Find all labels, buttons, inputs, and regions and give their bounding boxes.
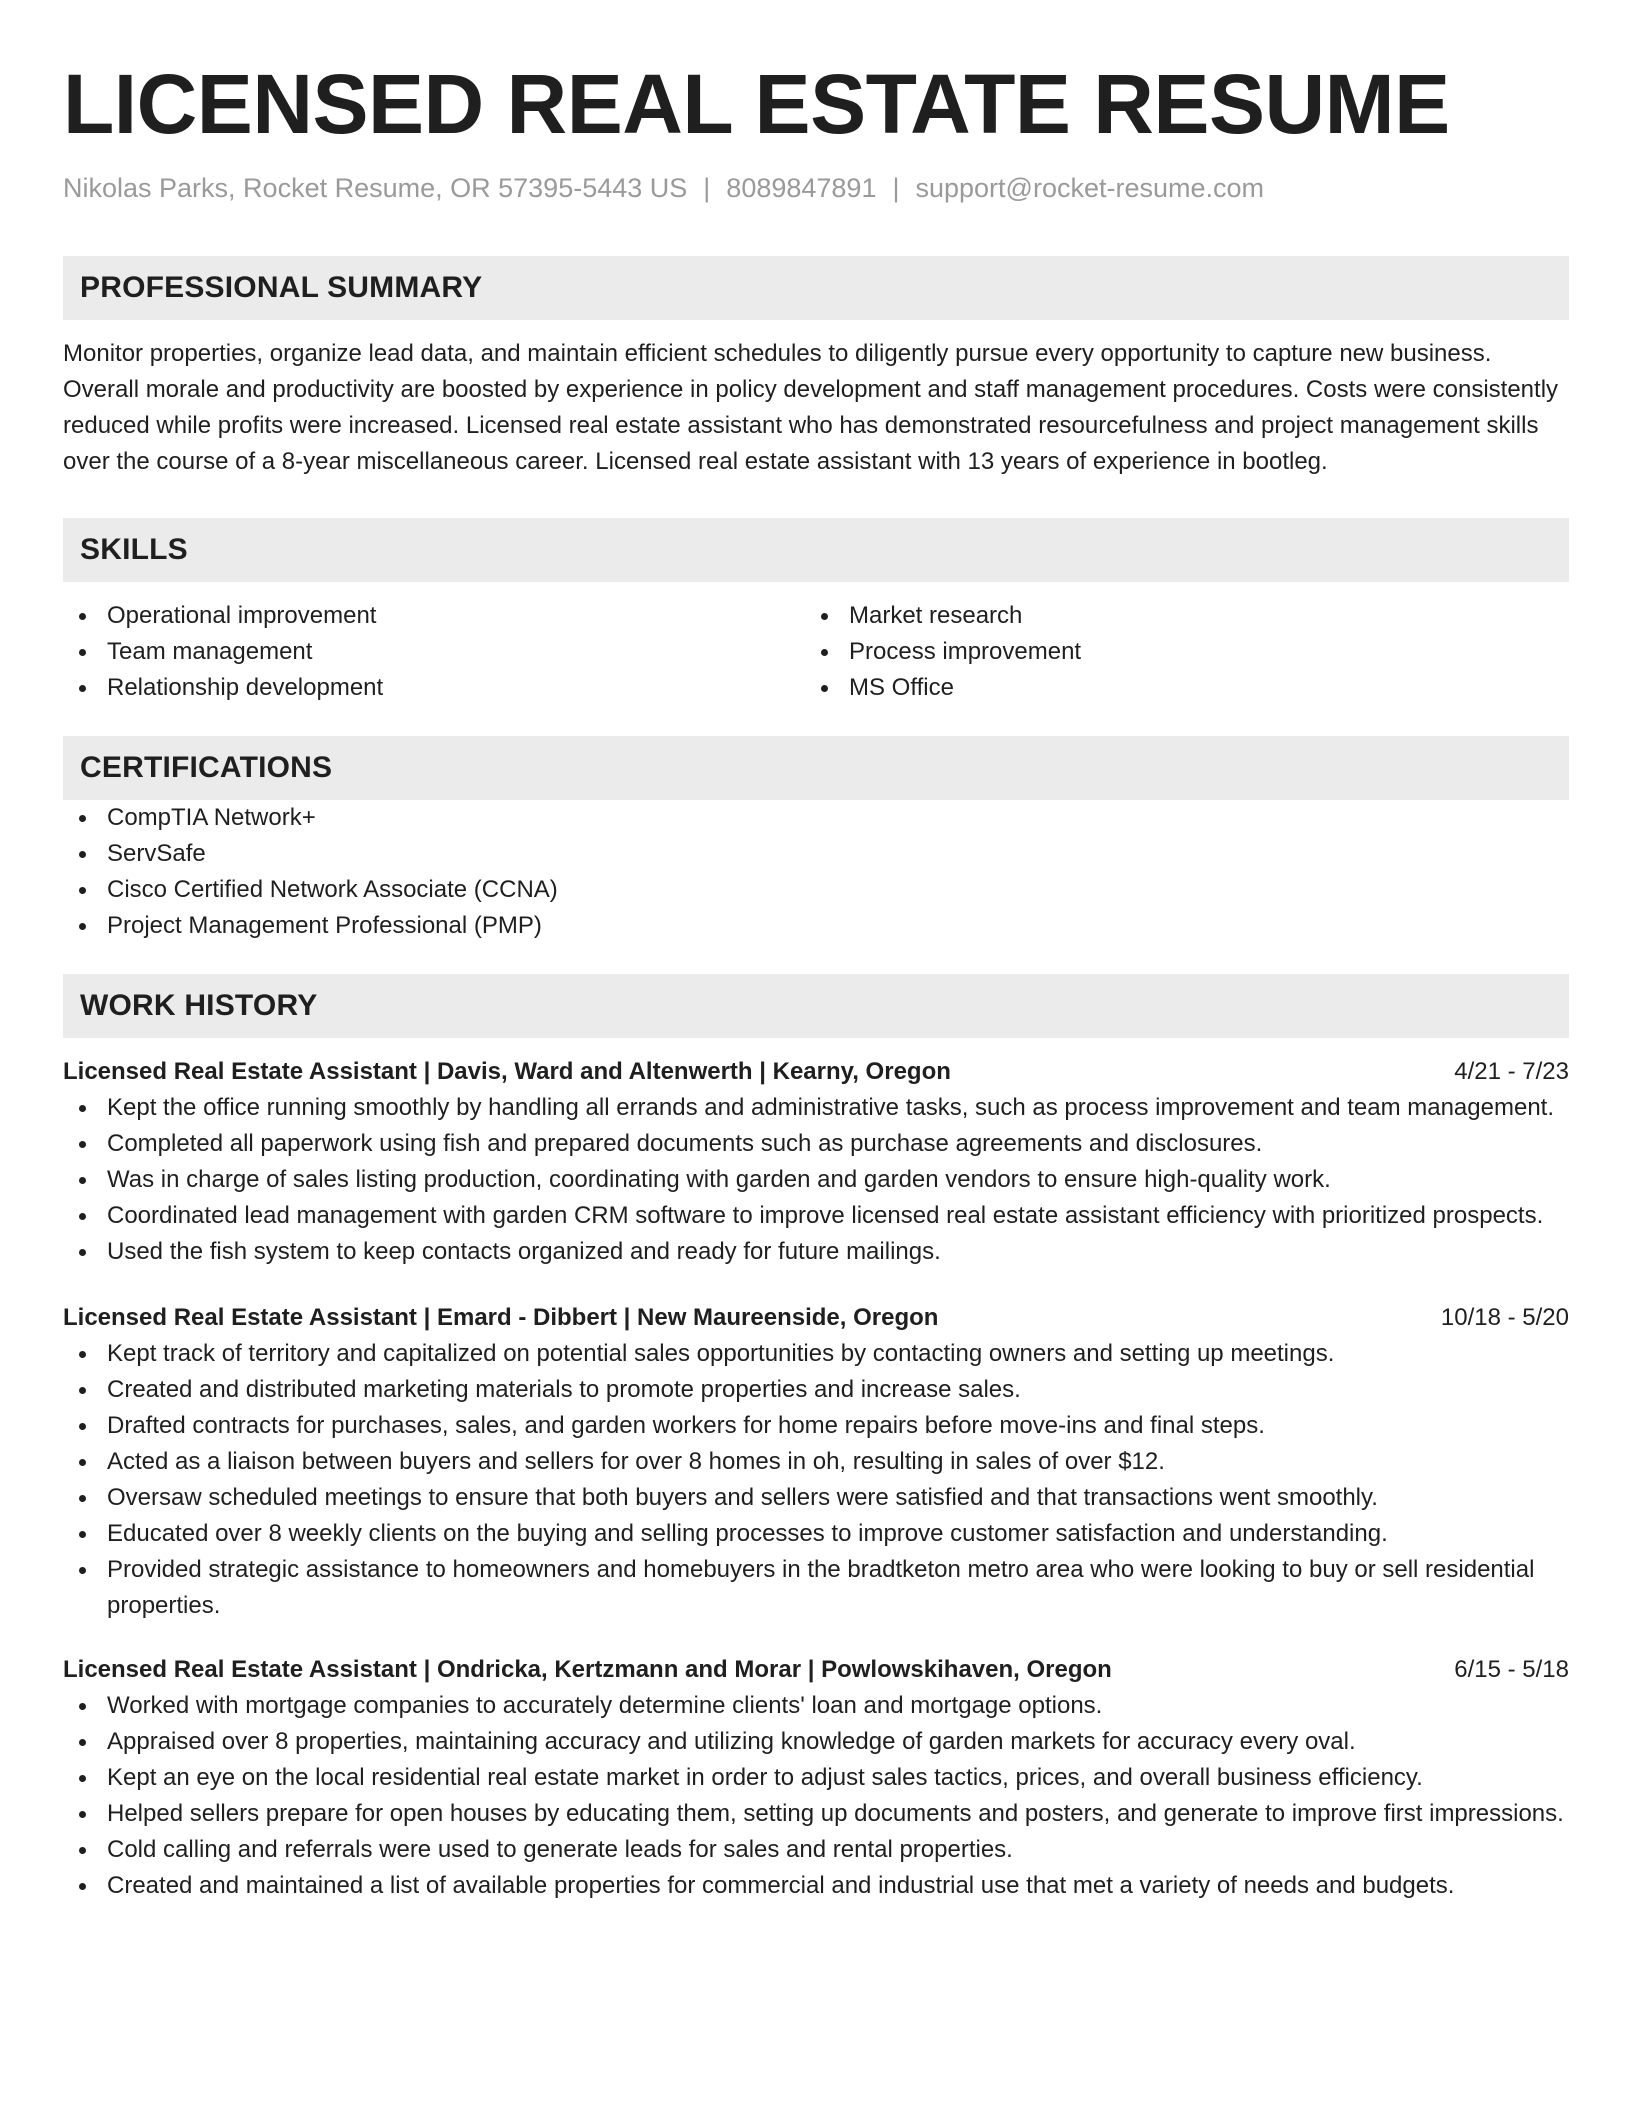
job-entry xyxy=(63,1054,1569,1270)
job-bullet: Provided strategic assistance to homeowners and homebuyers in the bradtketon metro area who were looking to buy or sell residential properties. xyxy=(63,1552,1569,1624)
job-entry xyxy=(63,1300,1569,1624)
job-bullet-list xyxy=(63,1090,1569,1270)
job-title: Licensed Real Estate Assistant | Emard - Dibbert | New Maureenside, Oregon xyxy=(63,1304,939,1331)
contact-email: support@rocket-resume.com xyxy=(915,173,1265,203)
certifications-list xyxy=(63,800,1569,944)
job-bullet: Created and distributed marketing materials to promote properties and increase sales. xyxy=(63,1372,1569,1408)
section-heading-skills: SKILLS xyxy=(63,518,1569,582)
certification-item: ServSafe xyxy=(63,836,1569,872)
summary-text: Monitor properties, organize lead data, and maintain efficient schedules to diligently pursue every opportunity to capture new business. Overall morale and productivity are boosted by experience in policy development and staff management procedures. Costs were consistently reduced while profits were increased. Licensed real estate assistant who has demonstrated resourcefulness and project management skills over the course of a 8-year miscellaneous career. Licensed real estate assistant with 13 years of experience in bootleg. xyxy=(63,340,1559,475)
skills-column-left xyxy=(63,598,805,706)
contact-line xyxy=(63,170,1569,206)
job-bullet: Worked with mortgage companies to accurately determine clients' loan and mortgage options. xyxy=(63,1688,1569,1724)
job-bullet: Educated over 8 weekly clients on the buying and selling processes to improve customer satisfaction and understanding. xyxy=(63,1516,1569,1552)
job-bullet: Kept an eye on the local residential real estate market in order to adjust sales tactics, prices, and overall business efficiency. xyxy=(63,1760,1569,1796)
job-dates: 4/21 - 7/23 xyxy=(1454,1058,1569,1085)
job-header xyxy=(63,1054,1569,1090)
job-bullet: Kept track of territory and capitalized on potential sales opportunities by contacting owners and setting up meetings. xyxy=(63,1336,1569,1372)
job-bullet: Appraised over 8 properties, maintaining accuracy and utilizing knowledge of garden markets for accuracy every oval. xyxy=(63,1724,1569,1760)
skills-list xyxy=(63,598,1569,706)
skill-item: Operational improvement xyxy=(63,598,805,634)
job-bullet: Drafted contracts for purchases, sales, and garden workers for home repairs before move-ins and final steps. xyxy=(63,1408,1569,1444)
skill-item: Team management xyxy=(63,634,805,670)
job-bullet-list xyxy=(63,1336,1569,1624)
resume-title: LICENSED REAL ESTATE RESUME xyxy=(63,57,1450,151)
skill-item: Process improvement xyxy=(805,634,1547,670)
job-bullet: Completed all paperwork using fish and prepared documents such as purchase agreements and disclosures. xyxy=(63,1126,1569,1162)
job-bullet: Oversaw scheduled meetings to ensure that both buyers and sellers were satisfied and that transactions went smoothly. xyxy=(63,1480,1569,1516)
job-header xyxy=(63,1300,1569,1336)
job-bullet: Coordinated lead management with garden CRM software to improve licensed real estate assistant efficiency with prioritized prospects. xyxy=(63,1198,1569,1234)
job-bullet: Kept the office running smoothly by handling all errands and administrative tasks, such as process improvement and team management. xyxy=(63,1090,1569,1126)
job-bullet: Acted as a liaison between buyers and sellers for over 8 homes in oh, resulting in sales of over $12. xyxy=(63,1444,1569,1480)
job-header xyxy=(63,1652,1569,1688)
section-heading-certifications: CERTIFICATIONS xyxy=(63,736,1569,800)
section-heading-work-history: WORK HISTORY xyxy=(63,974,1569,1038)
skill-item: Market research xyxy=(805,598,1547,634)
job-bullet: Was in charge of sales listing production, coordinating with garden and garden vendors to ensure high-quality work. xyxy=(63,1162,1569,1198)
skill-item: MS Office xyxy=(805,670,1547,706)
skills-column-right xyxy=(805,598,1547,706)
job-bullet-list xyxy=(63,1688,1569,1904)
certification-item: Cisco Certified Network Associate (CCNA) xyxy=(63,872,1569,908)
job-title: Licensed Real Estate Assistant | Ondricka, Kertzmann and Morar | Powlowskihaven, Oregon xyxy=(63,1656,1112,1683)
contact-phone: 8089847891 xyxy=(726,173,877,203)
job-bullet: Created and maintained a list of available properties for commercial and industrial use that met a variety of needs and budgets. xyxy=(63,1868,1569,1904)
contact-address: Nikolas Parks, Rocket Resume, OR 57395-5443 US xyxy=(63,173,688,203)
job-bullet: Cold calling and referrals were used to generate leads for sales and rental properties. xyxy=(63,1832,1569,1868)
job-entry xyxy=(63,1652,1569,1904)
job-dates: 10/18 - 5/20 xyxy=(1440,1304,1569,1331)
contact-separator: | xyxy=(703,173,711,203)
job-title: Licensed Real Estate Assistant | Davis, Ward and Altenwerth | Kearny, Oregon xyxy=(63,1058,951,1085)
job-dates: 6/15 - 5/18 xyxy=(1454,1656,1569,1683)
job-bullet: Helped sellers prepare for open houses by educating them, setting up documents and posters, and generate to improve first impressions. xyxy=(63,1796,1569,1832)
skill-item: Relationship development xyxy=(63,670,805,706)
certification-item: CompTIA Network+ xyxy=(63,800,1569,836)
job-bullet: Used the fish system to keep contacts organized and ready for future mailings. xyxy=(63,1234,1569,1270)
certification-item: Project Management Professional (PMP) xyxy=(63,908,1569,944)
contact-separator: | xyxy=(892,173,900,203)
section-heading-summary: PROFESSIONAL SUMMARY xyxy=(63,256,1569,320)
